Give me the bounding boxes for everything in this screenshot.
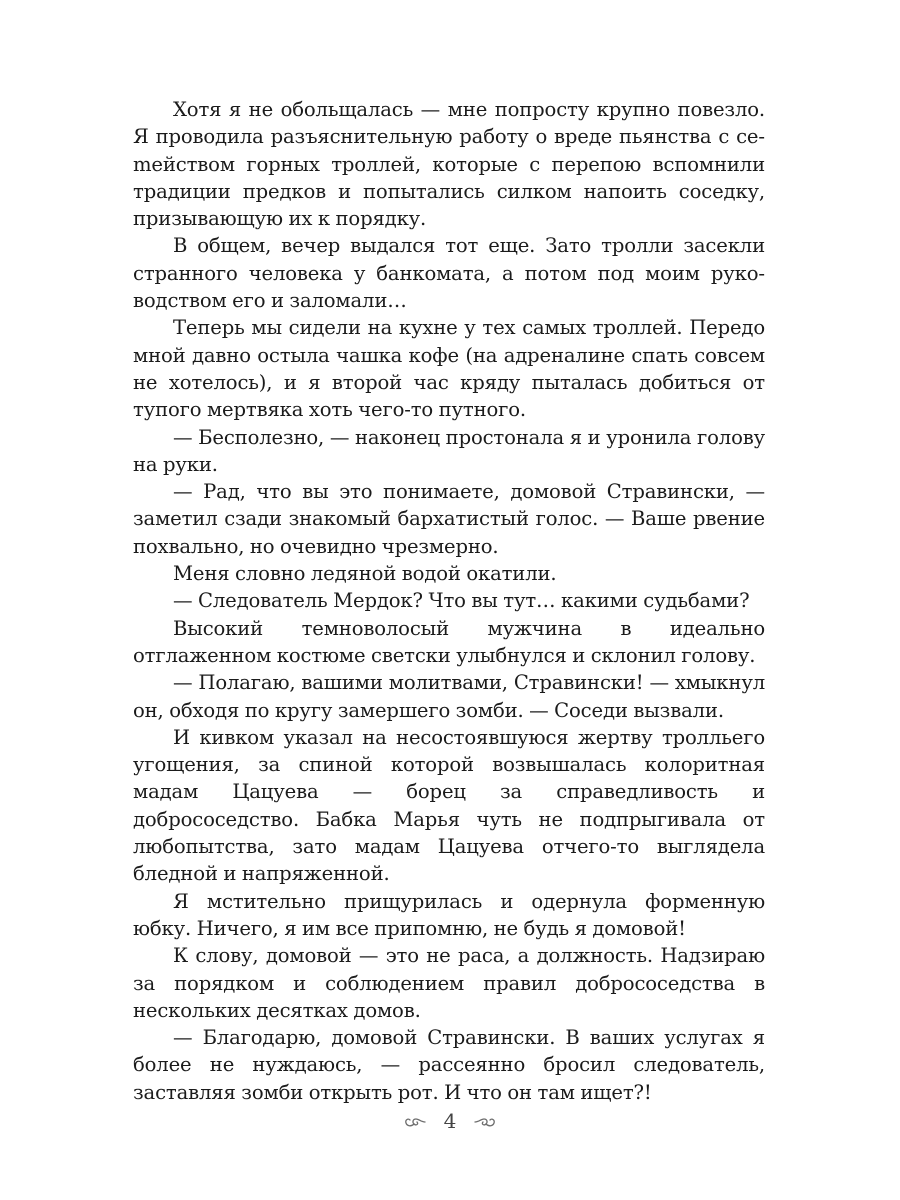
paragraph-2: В общем, вечер выдался тот еще. Зато тролли засекли странного человека у банкомата, а потом под моим руководством его и заломали… (133, 234, 765, 313)
paragraph-4: — Бесполезно, — наконец простонала я и уронила голову на руки. (133, 425, 765, 476)
paragraph-13: — Благодарю, домовой Стравински. В ваших услугах я более не нуждаюсь, — рассеянно бросил следователь, заставляя зомби открыть рот. И что он там ищет?! (133, 1026, 765, 1104)
paragraph-6: Меня словно ледяной водой окатили. (173, 562, 557, 586)
paragraph-1: Хотя я не обольщалась — мне попросту крупно повезло. Я проводила разъяснительную работу о вреде пьянства с сеmейством горных троллей, которые с перепою вспомнили традиции предков и попытались силком напоить соседку, призывающую их к порядку. (133, 98, 765, 231)
paragraph-8: Высокий темноволосый мужчина в идеально отглаженном костюме светски улыбнулся и склонил голову. (133, 616, 765, 667)
floral-ornament-left-icon (404, 1114, 426, 1128)
floral-ornament-right-icon (474, 1114, 496, 1128)
paragraph-7: — Следователь Мердок? Что вы тут… какими судьбами? (173, 589, 750, 613)
paragraph-3: Теперь мы сидели на кухне у тех самых троллей. Передо мной давно остыла чашка кофе (на адреналине спать совсем не хотелось), и я второй час кряду пыталась добиться от тупого мертвяка хоть чего-то путного. (133, 316, 765, 422)
paragraph-10: И кивком указал на несостоявшуюся жертву тролльего угощения, за спиной которой возвышалась колоритная мадам Цацуева — борец за справедливость и добрососедство. Бабка Марья чуть не подпрыгивала от любопытства, зато мадам Цацуева отчего-то выглядела бледной и напряженной. (133, 725, 765, 886)
book-page-text (133, 96, 765, 1106)
paragraph-11: Я мстительно прищурилась и одернула форменную юбку. Ничего, я им все припомню, не будь я домовой! (133, 889, 765, 940)
page-footer (0, 1109, 900, 1133)
paragraph-12: К слову, домовой — это не раса, а должность. Надзираю за порядком и соблюдением правил добрососедства в нескольких десятках домов. (133, 944, 765, 1022)
paragraph-9: — Полагаю, вашими молитвами, Стравински! — хмыкнул он, обходя по кругу замершего зомби. — Соседи вызвали. (133, 671, 765, 722)
page-number: 4 (443, 1109, 457, 1133)
paragraph-5: — Рад, что вы это понимаете, домовой Стравински, — заметил сзади знакомый бархатистый голос. — Ваше рвение похвально, но очевидно чрезмерно. (133, 480, 765, 558)
